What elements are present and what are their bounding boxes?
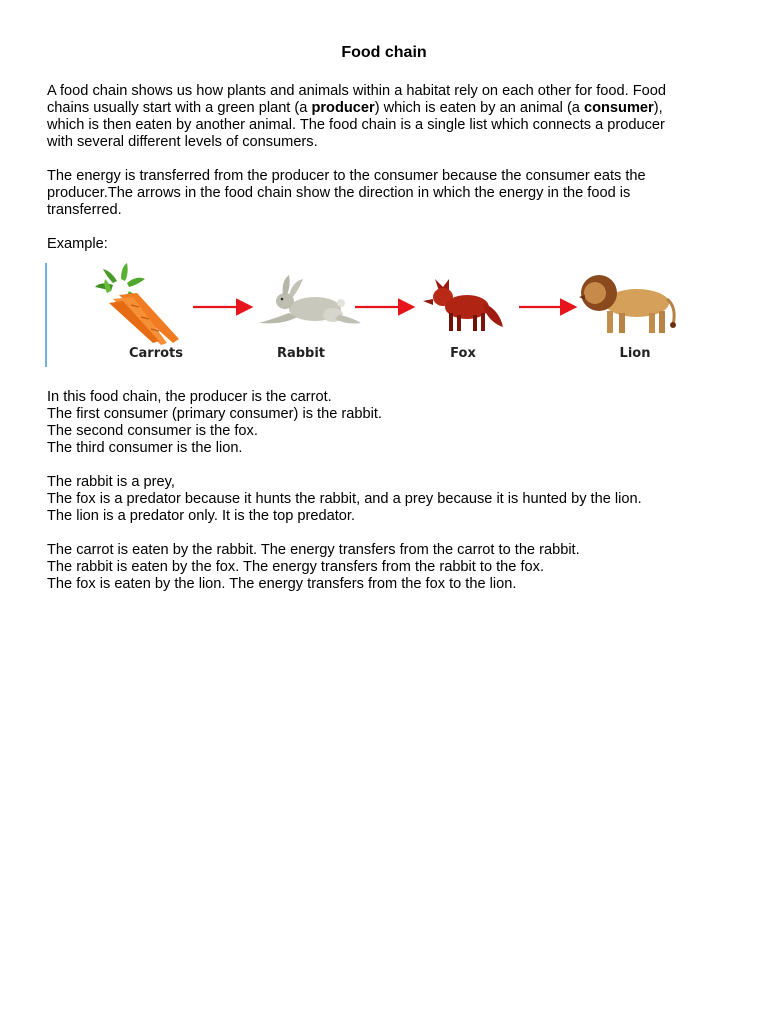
- chain-label-carrots: Carrots: [128, 346, 184, 361]
- chain-label-fox: Fox: [450, 346, 476, 361]
- carrot-icon: [95, 263, 179, 345]
- energy-line-2: producer.The arrows in the food chain show the direction in which the energy in the food is: [47, 185, 631, 201]
- intro-line-1: A food chain shows us how plants and animals within a habitat rely on each other for food. Food: [47, 83, 666, 99]
- transfers-line-3: The fox is eaten by the lion. The energy transfers from the fox to the lion.: [47, 576, 517, 592]
- roles-paragraph: [47, 389, 727, 457]
- roles-line-2: The first consumer (primary consumer) is the rabbit.: [47, 406, 382, 422]
- example-label: [47, 236, 727, 253]
- example-label-text: Example:: [47, 236, 108, 252]
- intro-line-4: with several different levels of consumers.: [47, 134, 318, 150]
- fox-icon: [423, 279, 503, 331]
- predators-line-1: The rabbit is a prey,: [47, 474, 175, 490]
- roles-line-1: In this food chain, the producer is the carrot.: [47, 389, 332, 405]
- energy-line-3: transferred.: [47, 202, 122, 218]
- intro-text: ) which is eaten by an animal (a: [374, 100, 584, 116]
- intro-line-3: which is then eaten by another animal. The food chain is a single list which connects a producer: [47, 117, 665, 133]
- intro-text: chains usually start with a green plant (a: [47, 100, 312, 116]
- predators-line-2: The fox is a predator because it hunts the rabbit, and a prey because it is hunted by the lion.: [47, 491, 642, 507]
- lion-icon: [579, 275, 676, 333]
- term-producer: producer: [311, 100, 375, 116]
- roles-line-4: The third consumer is the lion.: [47, 440, 243, 456]
- intro-paragraph: [47, 83, 727, 151]
- predators-paragraph: [47, 474, 727, 525]
- food-chain-figure: [47, 263, 687, 367]
- page-title: Food chain: [341, 44, 427, 61]
- rabbit-icon: [259, 275, 361, 324]
- predators-line-3: The lion is a predator only. It is the top predator.: [47, 508, 355, 524]
- intro-text: ),: [653, 100, 663, 116]
- transfers-line-2: The rabbit is eaten by the fox. The energy transfers from the rabbit to the fox.: [47, 559, 544, 575]
- intro-line-2: [47, 100, 727, 117]
- transfers-paragraph: [47, 542, 727, 593]
- chain-label-rabbit: Rabbit: [276, 346, 326, 361]
- transfers-line-1: The carrot is eaten by the rabbit. The energy transfers from the carrot to the rabbit.: [47, 542, 580, 558]
- roles-line-3: The second consumer is the fox.: [47, 423, 258, 439]
- energy-paragraph: [47, 168, 727, 219]
- chain-label-lion: Lion: [619, 346, 651, 361]
- term-consumer: consumer: [583, 100, 654, 116]
- energy-line-1: The energy is transferred from the producer to the consumer because the consumer eats the: [47, 168, 646, 184]
